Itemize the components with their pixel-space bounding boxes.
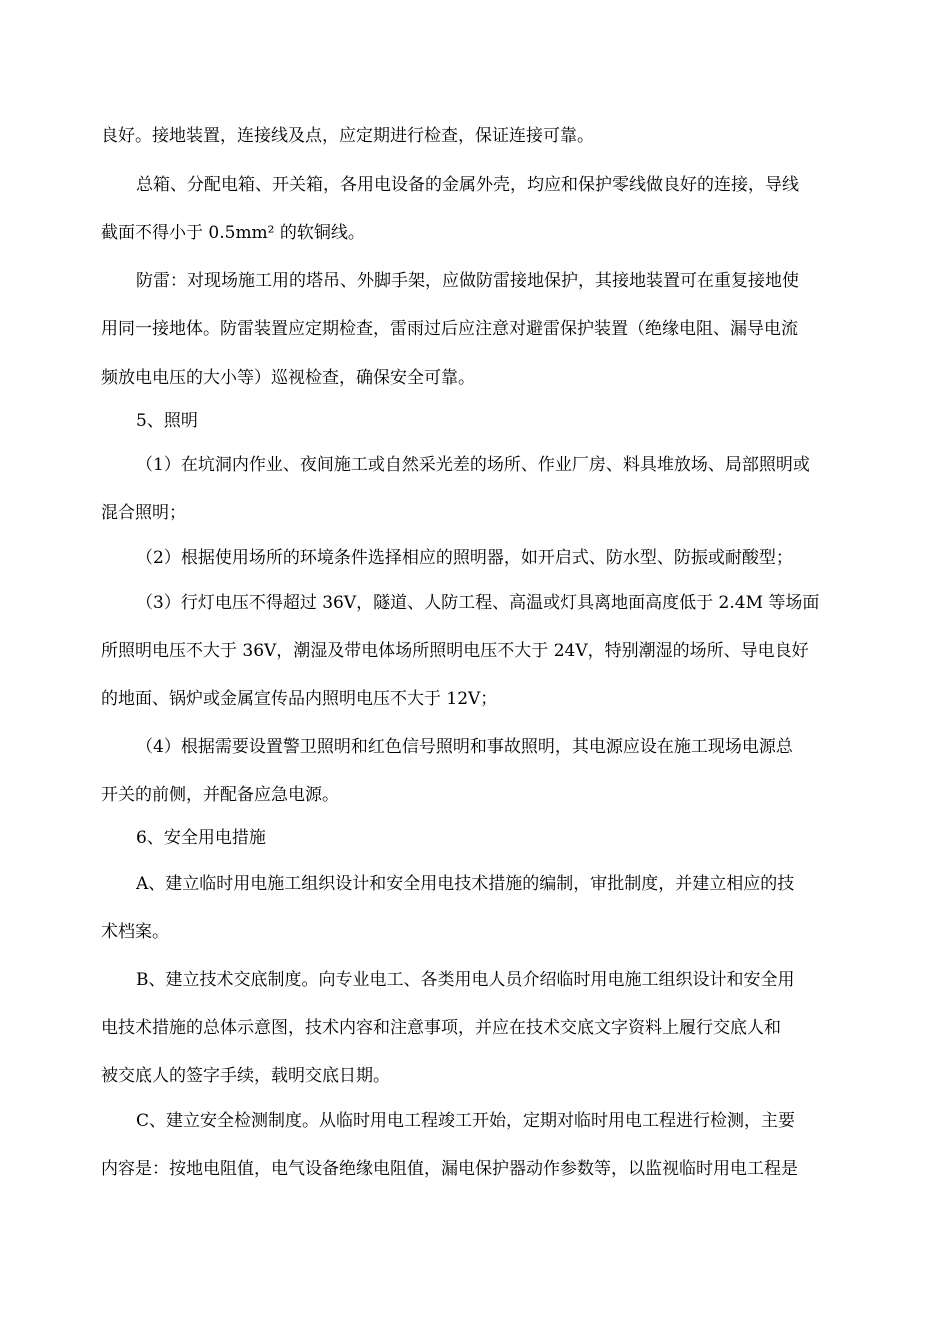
text-line: 内容是：按地电阻值，电气设备绝缘电阻值，漏电保护器动作参数等，以监视临时用电工程是 — [101, 1159, 798, 1179]
text-line: （4）根据需要设置警卫照明和红色信号照明和事故照明，其电源应设在施工现场电源总 — [136, 737, 793, 757]
text-line: （1）在坑洞内作业、夜间施工或自然采光差的场所、作业厂房、料具堆放场、局部照明或 — [136, 455, 810, 475]
text-line: 被交底人的签字手续，载明交底日期。 — [101, 1066, 390, 1086]
section-heading: 5、照明 — [136, 411, 198, 431]
text-line: 防雷：对现场施工用的塔吊、外脚手架，应做防雷接地保护，其接地装置可在重复接地使 — [136, 271, 799, 291]
text-line: 用同一接地体。防雷装置应定期检查，雷雨过后应注意对避雷保护装置（绝缘电阻、漏导电流 — [101, 319, 798, 339]
text-line: 混合照明； — [101, 503, 186, 523]
text-line: 频放电电压的大小等）巡视检查，确保安全可靠。 — [101, 368, 475, 388]
text-line: 所照明电压不大于 36V，潮湿及带电体场所照明电压不大于 24V，特别潮湿的场所、导电良好 — [101, 641, 809, 661]
text-line: B、建立技术交底制度。向专业电工、各类用电人员介绍临时用电施工组织设计和安全用 — [136, 970, 795, 990]
text-line: 开关的前侧，并配备应急电源。 — [101, 785, 339, 805]
text-line: 截面不得小于 0.5mm² 的软铜线。 — [101, 223, 365, 243]
text-line: 良好。接地装置，连接线及点，应定期进行检查，保证连接可靠。 — [101, 126, 594, 146]
section-heading: 6、安全用电措施 — [136, 828, 266, 848]
text-line: 的地面、锅炉或金属宣传品内照明电压不大于 12V； — [101, 689, 498, 709]
text-line: （2）根据使用场所的环境条件选择相应的照明器，如开启式、防水型、防振或耐酸型； — [136, 548, 793, 568]
text-line: C、建立安全检测制度。从临时用电工程竣工开始，定期对临时用电工程进行检测，主要 — [136, 1111, 796, 1131]
text-line: 电技术措施的总体示意图，技术内容和注意事项，并应在技术交底文字资料上履行交底人和 — [101, 1018, 781, 1038]
text-line: 术档案。 — [101, 922, 169, 942]
text-line: （3）行灯电压不得超过 36V，隧道、人防工程、高温或灯具离地面高度低于 2.4M 等场面 — [136, 593, 820, 613]
text-line: 总箱、分配电箱、开关箱，各用电设备的金属外壳，均应和保护零线做良好的连接，导线 — [136, 175, 799, 195]
text-line: A、建立临时用电施工组织设计和安全用电技术措施的编制，审批制度，并建立相应的技 — [136, 874, 795, 894]
